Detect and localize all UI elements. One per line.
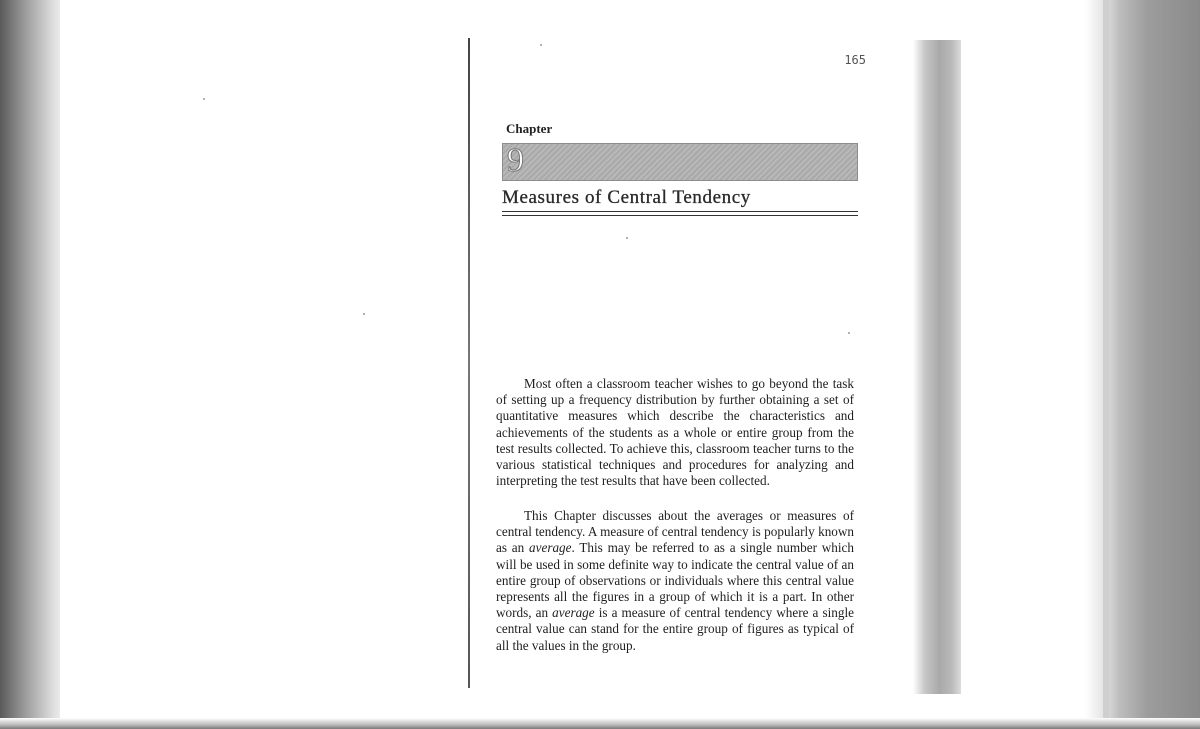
title-rule-bottom xyxy=(502,215,858,216)
chapter-label: Chapter xyxy=(506,121,553,136)
chapter-title: Measures of Central Tendency xyxy=(502,187,751,208)
emphasis-average-2: average xyxy=(552,605,595,621)
chapter-banner xyxy=(502,143,858,181)
paragraph-2-text-b: . This may be referred to as a single number which will be used in some definite way to indicate the central value of an entire group of observations or individuals where this central value represents all the figures in a group of which it is a part. In other words, an xyxy=(496,540,854,621)
left-page-blank xyxy=(60,0,468,718)
scan-speck xyxy=(363,313,365,315)
body-paragraph-2 xyxy=(496,508,854,654)
scanner-bottom-edge xyxy=(0,718,1200,729)
book-gutter xyxy=(468,38,470,688)
page-number: 165 xyxy=(844,53,866,67)
scan-speck xyxy=(540,44,542,46)
scan-speck xyxy=(203,98,205,100)
paragraph-2-text-a: This Chapter discusses about the averages or measures of central tendency. A measure of central tendency is popularly known as an xyxy=(496,508,854,556)
chapter-number: 9 xyxy=(507,142,524,179)
emphasis-average-1: average xyxy=(529,540,572,556)
scan-speck xyxy=(626,237,628,239)
scanner-right-edge-line xyxy=(1103,0,1109,729)
body-paragraph-1: Most often a classroom teacher wishes to go beyond the task of setting up a frequency distribution by further obtaining a set of quantitative measures which describe the characteristics and achievements of the students as a whole or entire group from the test results collected. To achieve this, classroom teacher turns to the various statistical techniques and procedures for analyzing and interpreting the test results that have been collected. xyxy=(496,376,854,489)
scan-speck xyxy=(848,332,850,334)
page-edge-shadow xyxy=(913,40,961,694)
paragraph-2-text-c: is a measure of central tendency where a single central value can stand for the entire group of figures as typical of all the values in the group. xyxy=(496,605,854,653)
title-rule-top xyxy=(502,211,858,212)
